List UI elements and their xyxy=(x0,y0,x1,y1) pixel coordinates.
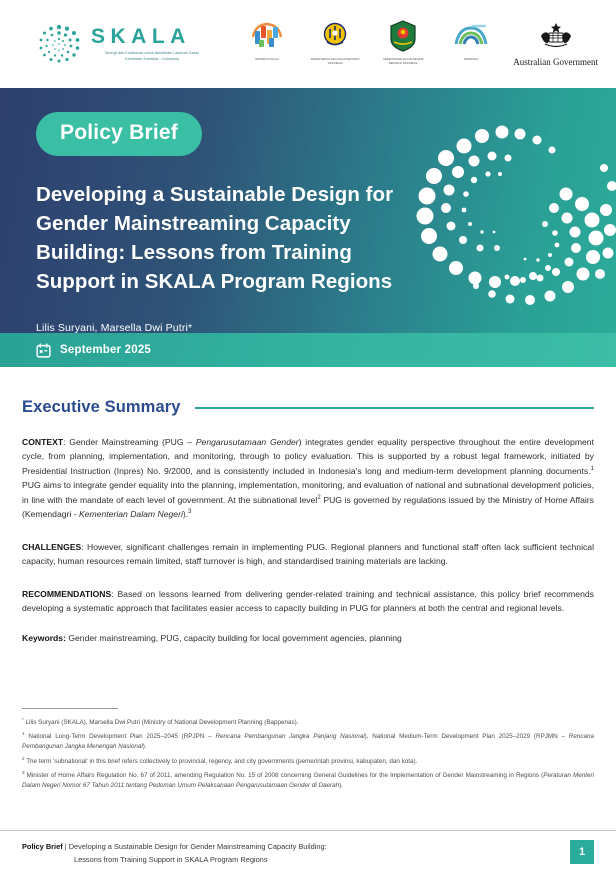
context-italic-2: Kementerian Dalam Negeri xyxy=(78,509,183,520)
footnote-text: ). xyxy=(339,781,343,789)
recommendations-text: : Based on lessons learned from delivering gender-related training and technical assistance, this policy brief recommends developing a systematic approach that facilitates easier access to capacity building in PUG for planners at both the central and regional levels. xyxy=(22,588,594,613)
footnote-italic: Rencana Pembangunan Jangka Panjang Nasional xyxy=(215,733,365,741)
footnote-text: ). xyxy=(142,743,147,751)
footer-citation xyxy=(22,841,327,865)
publication-date-bar xyxy=(0,333,616,367)
context-italic-1: Pengarusutamaan Gender xyxy=(195,437,299,447)
keywords-label: Keywords: xyxy=(22,633,66,644)
kementerian-dalam-negeri-logo-icon xyxy=(389,18,417,54)
footer-line-2: Lessons from Training Support in SKALA Program Regions xyxy=(74,854,268,864)
footnote-italic: Rencana Pembangunan Jangka Menengah Nasional xyxy=(22,733,594,751)
partner-logo-kemendagri xyxy=(377,18,429,66)
footnotes xyxy=(22,708,594,795)
footnote-2 xyxy=(22,757,594,767)
challenges-label: CHALLENGES xyxy=(22,541,82,552)
context-text-2: ) integrates gender equality perspective throughout the entire development cycle, from planning, implementation, and monitoring, through to policy evaluation. This is supported by a robust legal framework, initiated by Presidential Instruction (Inpres) No. 9/2000, and is consistently included in Indonesia's long and medium-term development planning documents. xyxy=(22,437,594,476)
footnote-1 xyxy=(22,732,594,752)
footer-label: Policy Brief xyxy=(22,842,63,852)
hero-content xyxy=(0,88,616,333)
policy-brief-badge: Policy Brief xyxy=(36,112,202,156)
context-text-5: ). xyxy=(182,509,189,520)
context-text-1: : Gender Mainstreaming (PUG – xyxy=(63,437,196,447)
kemendagri-logo-icon xyxy=(319,18,351,54)
footnote-marker: * xyxy=(22,716,24,722)
footer-separator: | xyxy=(62,842,69,852)
context-label: CONTEXT xyxy=(22,437,64,447)
footnote-text: ), National Medium-Term Development Plan 2025–2029 (RPJMN – xyxy=(364,733,569,741)
context-text-4: PUG is governed by regulations issued by the Ministry of Home Affairs (Kemendagri - xyxy=(22,494,594,520)
footer-line-1: Developing a Sustainable Design for Gender Mainstreaming Capacity Building: xyxy=(68,842,327,852)
australian-coat-of-arms-icon xyxy=(537,18,575,54)
footnote-text: Minister of Home Affairs Regulation No. 67 of 2011, amending Regulation No. 15 of 2008 concerning General Guidelines for the Implementation of Gender Mainstreaming in Regions ( xyxy=(24,771,544,779)
paragraph-context xyxy=(22,435,594,522)
bappenas-kolaborasi-logo-icon xyxy=(250,18,284,54)
footnote-marker: 3 xyxy=(22,769,25,775)
skala-logo xyxy=(36,21,213,67)
page-footer xyxy=(0,830,616,876)
skala-dot-spiral-icon xyxy=(36,21,82,67)
keywords-text: Gender mainstreaming, PUG, capacity building for local government agencies, planning xyxy=(65,633,402,644)
partner-logo-australian-government xyxy=(513,18,598,67)
authors: Lilis Suryani, Marsella Dwi Putri* xyxy=(36,322,193,333)
header-logo-bar xyxy=(0,0,616,88)
paragraph-recommendations xyxy=(22,587,594,616)
calendar-icon xyxy=(36,343,51,358)
partner-caption: BAPPENAS xyxy=(464,58,479,61)
paragraph-challenges xyxy=(22,540,594,569)
skala-wordmark: SKALA xyxy=(91,25,191,49)
partner-caption: Australian Government xyxy=(513,57,598,67)
footnote-3 xyxy=(22,771,594,791)
page-title: Developing a Sustainable Design for Gender Mainstreaming Capacity Building: Lessons from Training Support in SKALA Program Regions xyxy=(36,183,394,294)
partner-logo-kemenkeu xyxy=(309,18,361,66)
footnote-text: Lilis Suryani (SKALA), Marsella Dwi Putri (Ministry of National Development Planning (Bappenas). xyxy=(23,719,299,726)
footnote-marker: 1 xyxy=(22,731,25,737)
footnote-ref-3: 3 xyxy=(188,509,192,516)
footnote-italic: Peraturan Menteri Dalam Negeri Nomor 67 Tahun 2011 tentang Pedoman Umum Pelaksanaan Pengarusutamaan Gender di Daerah xyxy=(22,771,594,789)
page-number-badge: 1 xyxy=(570,840,594,864)
footnote-marker: 2 xyxy=(22,755,25,761)
footnote-asterisk xyxy=(22,718,594,728)
keywords-line xyxy=(22,633,594,643)
footnote-ref-1: 1 xyxy=(590,466,594,473)
skala-tagline-line-2: Kemitraan Australia – Indonesia xyxy=(125,56,179,61)
context-text-3: PUG aims to integrate gender equality into the planning, implementation, monitoring, and evaluation of national and subnational development policies, in line with the mandate of each level of government. At the subnational level xyxy=(22,480,594,505)
document-body xyxy=(0,398,616,643)
partner-caption: KEMENTERIAN DALAM NEGERI REPUBLIK INDONESIA xyxy=(383,58,424,65)
skala-tagline-line-1: Sinergi dan Kolaborasi untuk Akselerasi Layanan Dasar xyxy=(105,51,199,56)
partner-caption: KEMENTERIAN KEUANGAN REPUBLIK INDONESIA xyxy=(310,58,360,65)
footnote-divider xyxy=(22,708,118,709)
footnote-ref-2: 2 xyxy=(317,494,321,501)
challenges-text: : However, significant challenges remain in implementing PUG. Regional planners and functional staff often lack sufficient technical capacity, human resources remain limited, staff turnover is high, and standardised training materials are lacking. xyxy=(22,541,594,567)
executive-summary-header xyxy=(22,398,594,417)
partner-logo-bappenas xyxy=(445,18,497,62)
skala-wordmark-block xyxy=(91,26,213,62)
partner-caption: BAPPENAS SKALA xyxy=(255,58,280,61)
hero-banner xyxy=(0,88,616,333)
partner-logos xyxy=(241,18,598,67)
footnote-text: National Long-Term Development Plan 2025–2045 (RPJPN – xyxy=(24,733,216,741)
section-heading: Executive Summary xyxy=(22,398,181,416)
footnote-text: The term 'subnational' in this brief refers collectively to provincial, regency, and city governments (pemerintah provinsi, kabupaten, dan kota). xyxy=(24,757,418,765)
section-rule xyxy=(195,407,594,409)
bappenas-logo-icon xyxy=(452,18,490,54)
recommendations-label: RECOMMENDATIONS xyxy=(22,588,112,599)
publication-date: September 2025 xyxy=(60,344,152,356)
partner-logo-bappenas-kolaborasi xyxy=(241,18,293,62)
skala-tagline xyxy=(91,51,213,62)
